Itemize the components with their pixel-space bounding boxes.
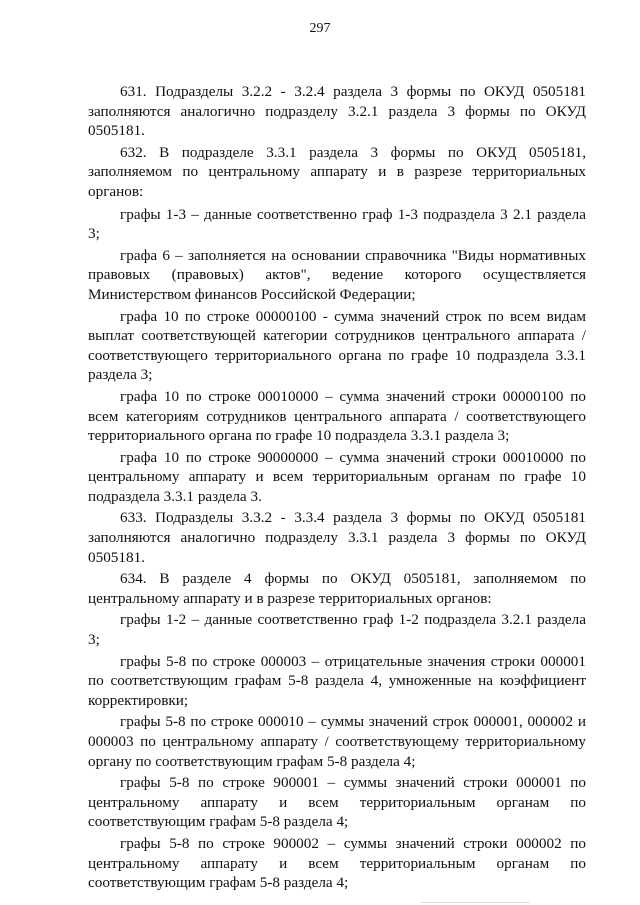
paragraph-634-row-900002: графы 5-8 по строке 900002 – суммы значений строки 000002 по центральному аппарату и всем территориальным органам по соответствующим графам 5-8 раздела 4; xyxy=(88,834,586,892)
paragraph-634-row-900001: графы 5-8 по строке 900001 – суммы значений строки 000001 по центральному аппарату и всем территориальным органам по соответствующим графам 5-8 раздела 4; xyxy=(88,774,586,831)
paragraph-633: 633. Подразделы 3.3.2 - 3.3.4 раздела 3 формы по ОКУД 0505181 заполняются аналогично подразделу 3.3.1 раздела 3 формы по ОКУД 0505181. xyxy=(88,509,586,566)
document-body xyxy=(88,82,586,895)
paragraph-634-row-000003: графы 5-8 по строке 000003 – отрицательные значения строки 000001 по соответствующим графам 5-8 раздела 4, умноженные на коэффициент корректировки; xyxy=(88,652,586,709)
scan-edge-line xyxy=(420,902,530,903)
page-number: 297 xyxy=(309,21,331,36)
paragraph-634-columns-1-2: графы 1-2 – данные соответственно граф 1-2 подраздела 3.2.1 раздела 3; xyxy=(88,611,586,649)
paragraph-634-row-000010: графы 5-8 по строке 000010 – суммы значений строк 000001, 000002 и 000003 по центральному аппарату / соответствующему территориальному органу по соответствующим графам 5-8 раздела 4; xyxy=(88,713,586,770)
paragraph-632-column-6: графа 6 – заполняется на основании справочника "Виды нормативных правовых (правовых) актов", ведение которого осуществляется Министерством финансов Российской Федерации; xyxy=(88,246,586,303)
paragraph-632-column-10-row-00000100: графа 10 по строке 00000100 - сумма значений строк по всем видам выплат соответствующей категории сотрудников центрального аппарата / соответствующего территориального органа по графе 10 подраздела 3.3.1 раздела 3; xyxy=(88,307,586,384)
paragraph-632: 632. В подразделе 3.3.1 раздела 3 формы по ОКУД 0505181, заполняемом по центральному аппарату и в разрезе территориальных органов: xyxy=(88,143,586,200)
paragraph-634: 634. В разделе 4 формы по ОКУД 0505181, заполняемом по центральному аппарату и в разрезе территориальных органов: xyxy=(88,570,586,607)
paragraph-632-columns-1-3: графы 1-3 – данные соответственно граф 1-3 подраздела 3 2.1 раздела 3; xyxy=(88,205,586,243)
paragraph-631: 631. Подразделы 3.2.2 - 3.2.4 раздела 3 формы по ОКУД 0505181 заполняются аналогично подразделу 3.2.1 раздела 3 формы по ОКУД 0505181. xyxy=(88,83,586,140)
paragraph-632-column-10-row-90000000: графа 10 по строке 90000000 – сумма значений строки 00010000 по центральному аппарату и всем территориальным органам по графе 10 подраздела 3.3.1 раздела 3. xyxy=(88,448,586,505)
paragraph-632-column-10-row-00010000: графа 10 по строке 00010000 – сумма значений строки 00000100 по всем категориям сотрудников центрального аппарата / соответствующего территориального органа по графе 10 подраздела 3.3.1 раздела 3; xyxy=(88,387,586,445)
